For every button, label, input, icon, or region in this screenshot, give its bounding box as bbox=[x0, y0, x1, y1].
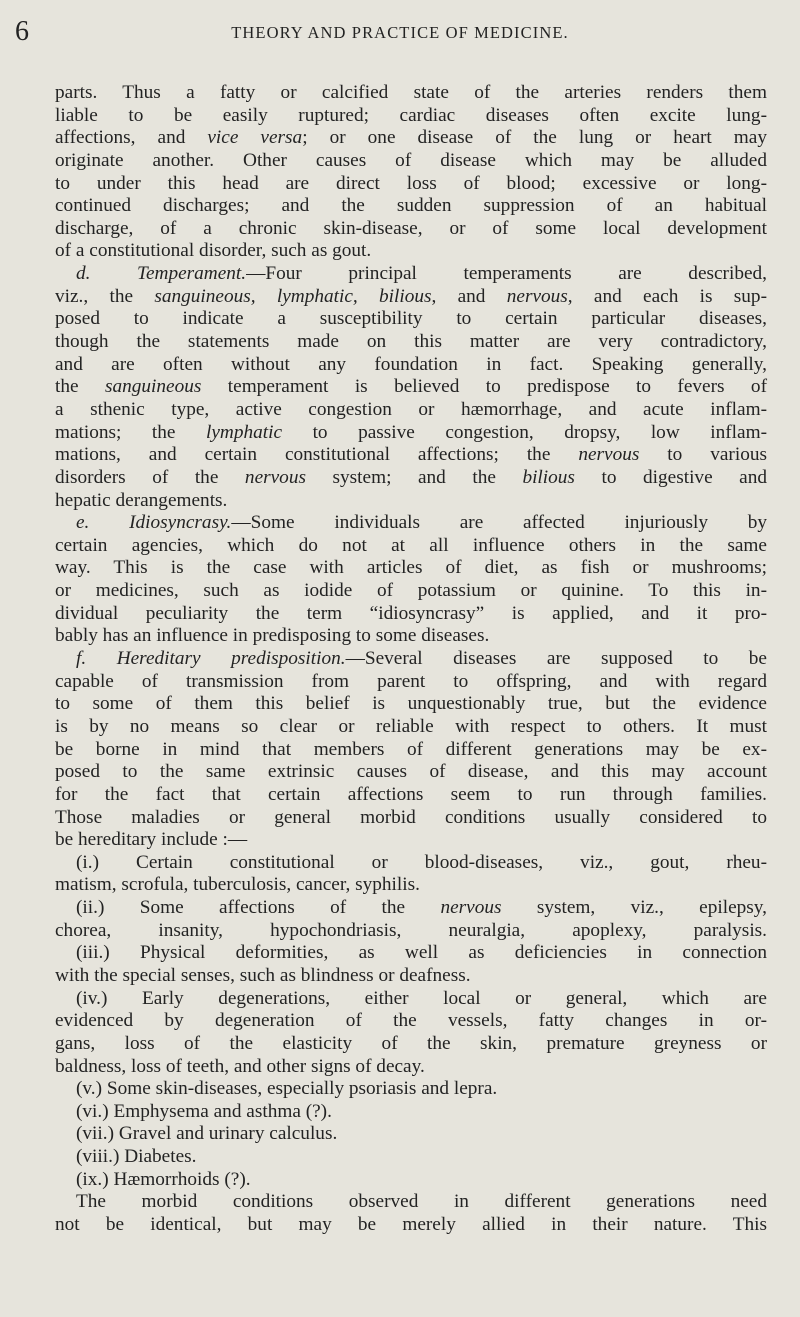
text-line: (v.) Some skin-diseases, especially psoriasis and lepra. bbox=[76, 1078, 498, 1100]
italic-term: e. Idiosyncrasy. bbox=[76, 512, 232, 534]
text-line: chorea, insanity, hypochondriasis, neuralgia, apoplexy, paralysis. bbox=[55, 919, 767, 941]
body-text bbox=[55, 82, 767, 1237]
italic-term: nervous bbox=[440, 897, 502, 919]
text-line: d. Temperament.—Four principal temperaments are described, bbox=[76, 263, 767, 285]
text-line: (vii.) Gravel and urinary calculus. bbox=[76, 1123, 338, 1145]
text-line: certain agencies, which do not at all influence others in the same bbox=[55, 534, 767, 556]
italic-term: nervous bbox=[578, 444, 640, 466]
page-number: 6 bbox=[15, 16, 29, 47]
text-line: (i.) Certain constitutional or blood-diseases, viz., gout, rheu- bbox=[76, 851, 767, 873]
italic-term: sanguineous, lymphatic, bilious bbox=[154, 285, 432, 307]
text-line: and are often without any foundation in fact. Speaking generally, bbox=[55, 353, 767, 375]
text-line: parts. Thus a fatty or calcified state of the arteries renders them bbox=[55, 82, 767, 103]
text-line: continued discharges; and the sudden suppression of an habitual bbox=[55, 195, 767, 217]
italic-term: sanguineous bbox=[104, 376, 202, 398]
text-line: capable of transmission from parent to offspring, and with regard bbox=[55, 670, 767, 692]
text-line: f. Hereditary predisposition.—Several diseases are supposed to be bbox=[76, 648, 767, 670]
text-line: (iii.) Physical deformities, as well as deficiencies in connection bbox=[76, 942, 767, 964]
text-line: (viii.) Diabetes. bbox=[76, 1146, 197, 1168]
text-line: with the special senses, such as blindness or deafness. bbox=[55, 964, 471, 986]
text-line: gans, loss of the elasticity of the skin, premature greyness or bbox=[55, 1032, 767, 1054]
italic-term: bilious bbox=[522, 466, 575, 488]
text-line: be borne in mind that members of different generations may be ex- bbox=[55, 738, 767, 760]
running-header bbox=[0, 14, 800, 50]
italic-term: f. Hereditary predisposition. bbox=[76, 648, 346, 670]
text-line: or medicines, such as iodide of potassium or quinine. To this in- bbox=[55, 580, 767, 602]
text-line: affections, and vice versa; or one disease of the lung or heart may bbox=[55, 127, 768, 149]
text-line: dividual peculiarity the term “idiosyncrasy” is applied, and it pro- bbox=[55, 602, 767, 624]
text-line: mations, and certain constitutional affections; the nervous to various bbox=[55, 444, 767, 466]
text-line: originate another. Other causes of disease which may be alluded bbox=[55, 149, 767, 171]
text-line: posed to the same extrinsic causes of disease, and this may account bbox=[55, 761, 767, 783]
text-line: be hereditary include :— bbox=[55, 829, 248, 851]
text-line: Those maladies or general morbid conditions usually considered to bbox=[55, 806, 767, 828]
text-line: bably has an influence in predisposing to some diseases. bbox=[55, 625, 490, 647]
text-line: the sanguineous temperament is believed to predispose to fevers of bbox=[55, 376, 767, 398]
text-line: e. Idiosyncrasy.—Some individuals are affected injuriously by bbox=[76, 512, 767, 534]
text-line: The morbid conditions observed in different generations need bbox=[76, 1191, 767, 1213]
italic-term: d. Temperament. bbox=[76, 263, 247, 285]
italic-term: vice versa bbox=[207, 127, 303, 149]
text-line: of a constitutional disorder, such as gout. bbox=[55, 240, 372, 262]
text-line: liable to be easily ruptured; cardiac diseases often excite lung- bbox=[55, 104, 767, 126]
text-line: a sthenic type, active congestion or hæmorrhage, and acute inflam- bbox=[55, 398, 767, 420]
text-line: is by no means so clear or reliable with respect to others. It must bbox=[55, 715, 767, 737]
text-line: posed to indicate a susceptibility to certain particular diseases, bbox=[55, 308, 767, 330]
text-line: evidenced by degeneration of the vessels, fatty changes in or- bbox=[55, 1010, 767, 1032]
italic-term: nervous bbox=[506, 285, 568, 307]
text-line: hepatic derangements. bbox=[55, 489, 228, 511]
text-line: mations; the lymphatic to passive congestion, dropsy, low inflam- bbox=[55, 421, 768, 443]
text-line: not be identical, but may be merely allied in their nature. This bbox=[55, 1214, 767, 1236]
text-line: viz., the sanguineous, lymphatic, bilious, and nervous, and each is sup- bbox=[55, 285, 767, 307]
running-title: THEORY AND PRACTICE OF MEDICINE. bbox=[231, 23, 569, 42]
text-line: (ix.) Hæmorrhoids (?). bbox=[76, 1168, 251, 1190]
text-line: way. This is the case with articles of diet, as fish or mushrooms; bbox=[55, 557, 767, 579]
text-line: baldness, loss of teeth, and other signs of decay. bbox=[55, 1055, 425, 1077]
italic-term: nervous bbox=[244, 466, 306, 488]
text-line: (vi.) Emphysema and asthma (?). bbox=[76, 1100, 332, 1122]
text-line: matism, scrofula, tuberculosis, cancer, syphilis. bbox=[55, 874, 420, 896]
text-line: discharge, of a chronic skin-disease, or of some local development bbox=[55, 217, 767, 239]
text-line: though the statements made on this matter are very contradictory, bbox=[55, 331, 767, 353]
text-line: to under this head are direct loss of blood; excessive or long- bbox=[55, 172, 767, 194]
text-line: to some of them this belief is unquestionably true, but the evidence bbox=[55, 693, 767, 715]
text-line: (iv.) Early degenerations, either local or general, which are bbox=[76, 987, 767, 1009]
text-line: for the fact that certain affections seem to run through families. bbox=[55, 783, 767, 805]
italic-term: lymphatic bbox=[206, 421, 283, 443]
text-line: (ii.) Some affections of the nervous system, viz., epilepsy, bbox=[76, 897, 767, 919]
text-line: disorders of the nervous system; and the bilious to digestive and bbox=[55, 466, 767, 488]
